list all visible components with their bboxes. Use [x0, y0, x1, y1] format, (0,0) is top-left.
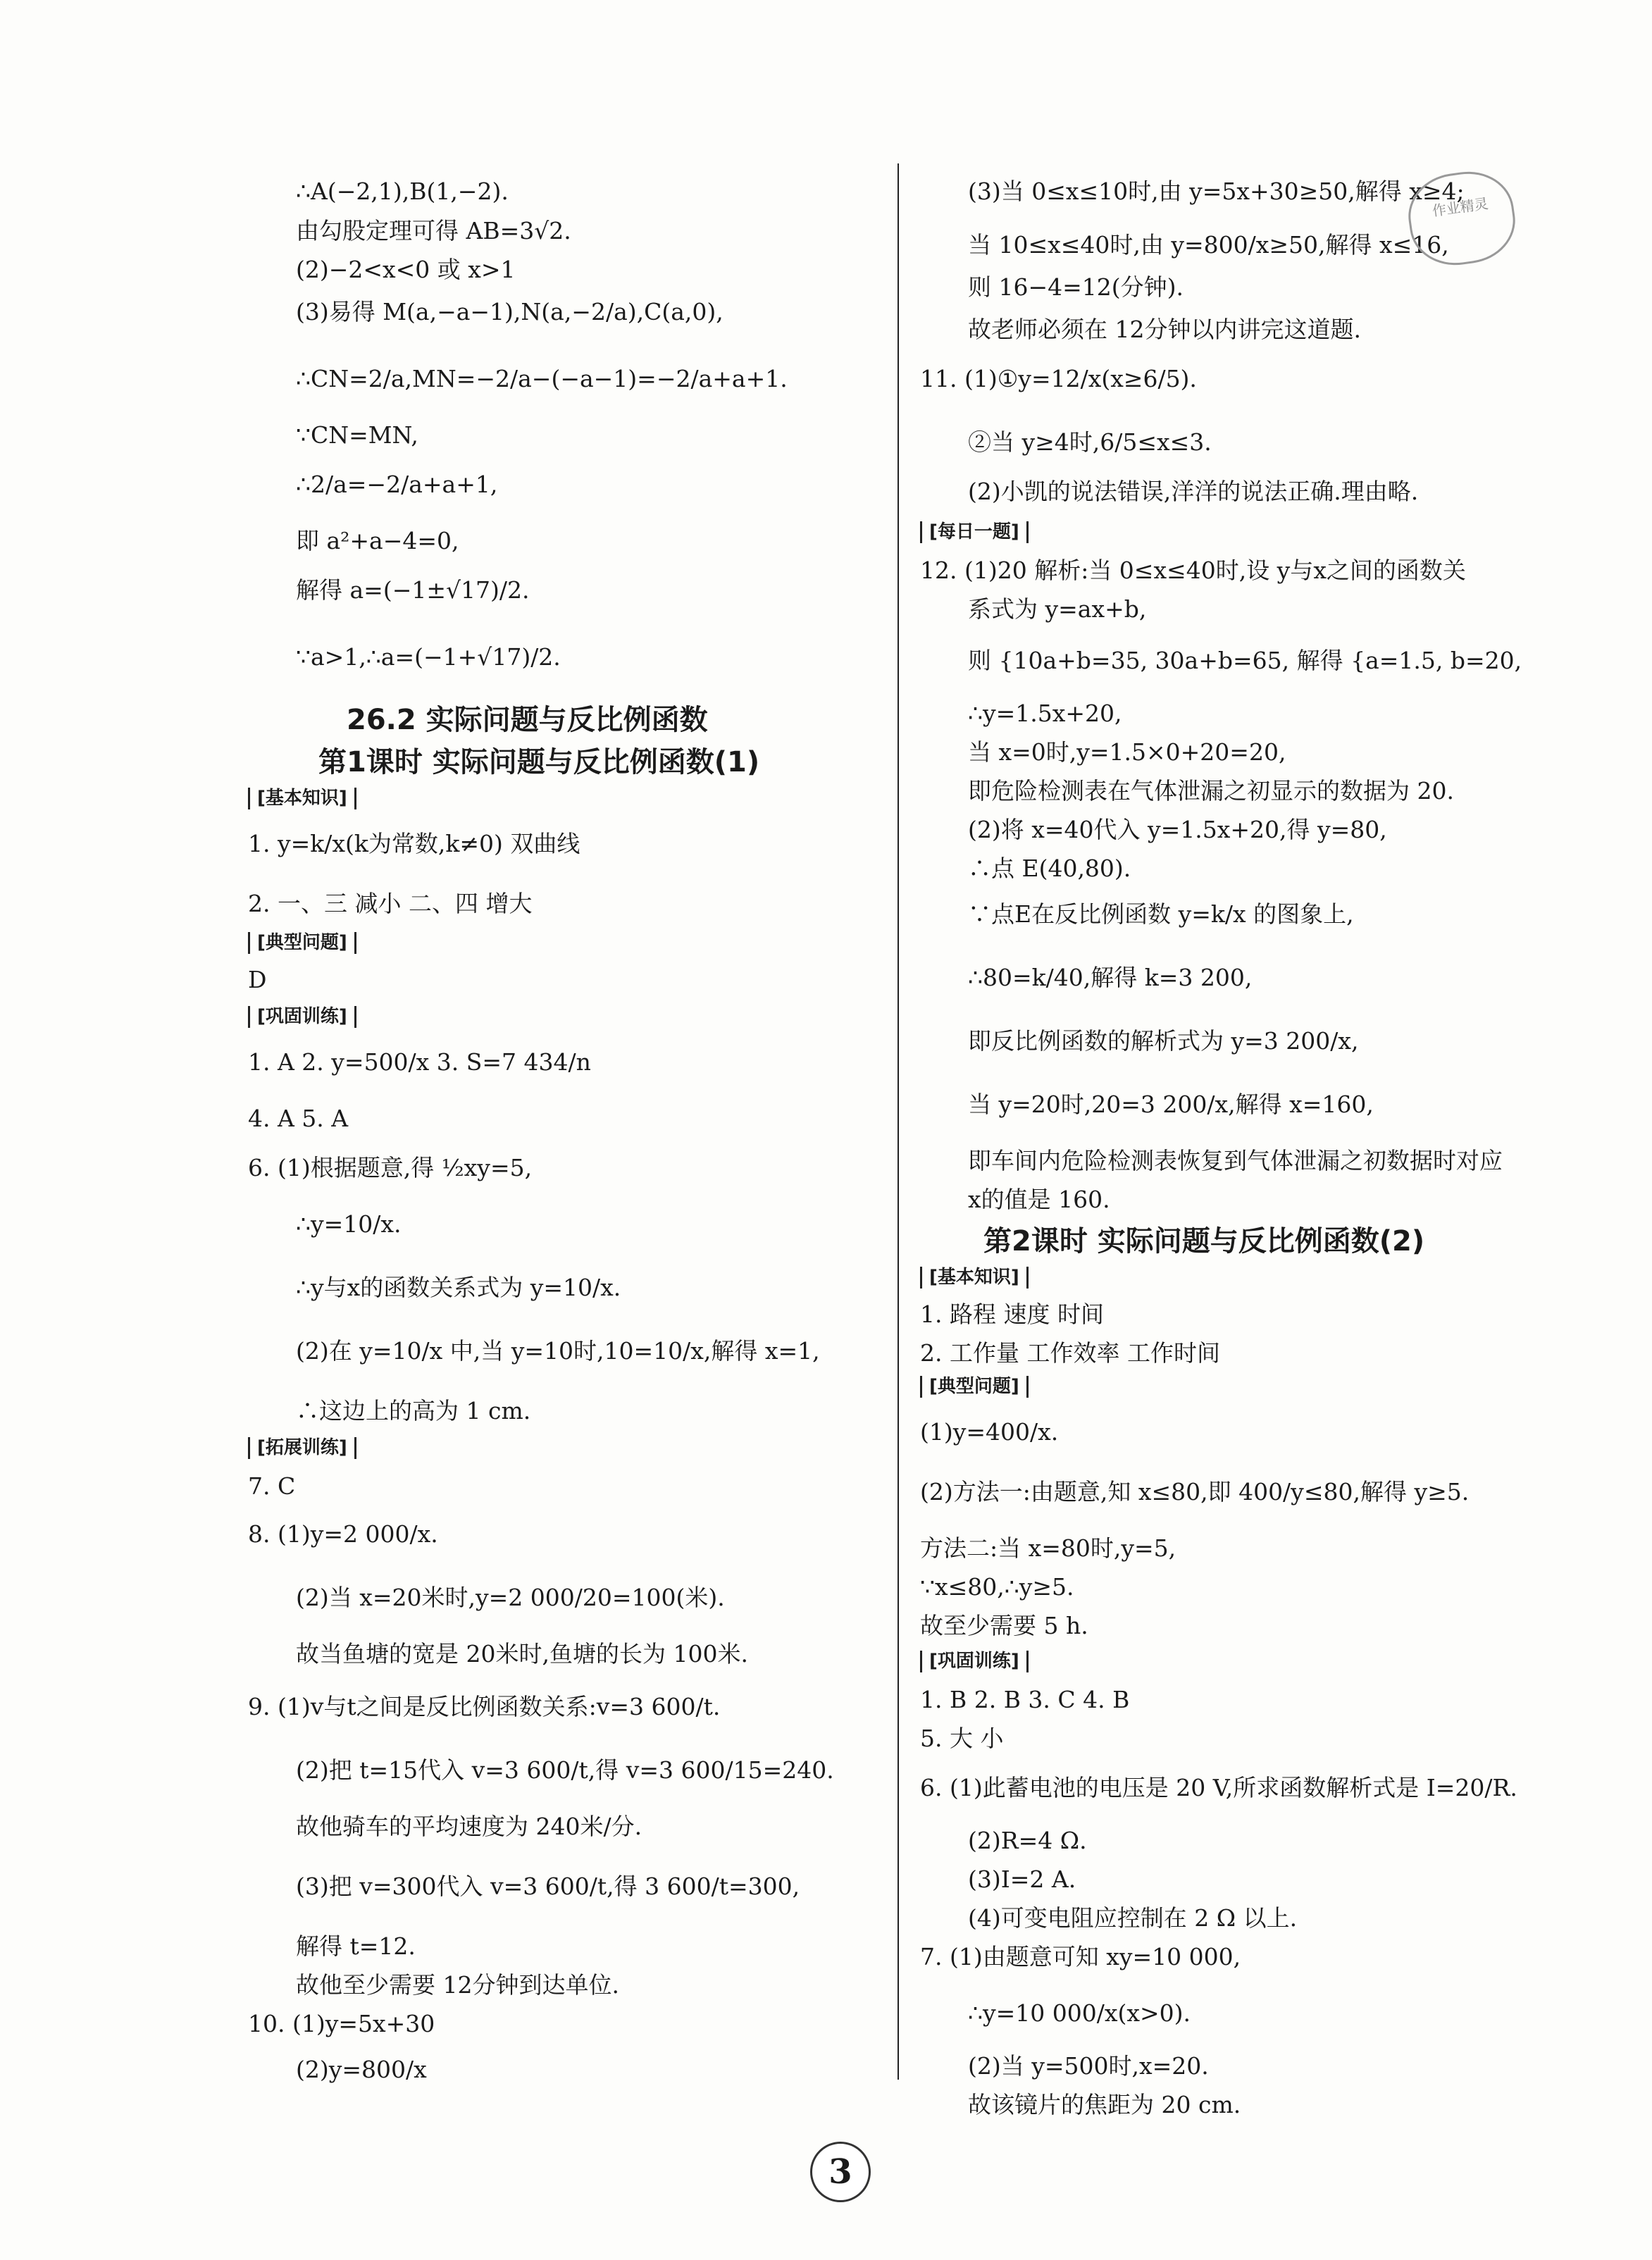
section-label: [巩固训练]	[248, 1006, 356, 1028]
text-line: 8. (1)y=2 000/x.	[248, 1520, 438, 1548]
text-line: 当 10≤x≤40时,由 y=800/x≥50,解得 x≤16,	[968, 231, 1449, 259]
text-line: (2)将 x=40代入 y=1.5x+20,得 y=80,	[968, 816, 1387, 843]
text-line: 解得 t=12.	[296, 1932, 416, 1960]
text-line: ∵CN=MN,	[296, 421, 418, 449]
text-line: (3)I=2 A.	[968, 1865, 1076, 1893]
section-label: [拓展训练]	[248, 1437, 356, 1459]
text-line: ∴y=1.5x+20,	[968, 700, 1122, 727]
text-line: 故当鱼塘的宽是 20米时,鱼塘的长为 100米.	[296, 1640, 748, 1668]
text-line: ∴A(−2,1),B(1,−2).	[296, 178, 509, 205]
text-line: (2)方法一:由题意,知 x≤80,即 400/y≤80,解得 y≥5.	[920, 1478, 1470, 1505]
text-line: 12. (1)20 解析:当 0≤x≤40时,设 y与x之间的函数关	[920, 557, 1466, 584]
text-line: 9. (1)v与t之间是反比例函数关系:v=3 600/t.	[248, 1693, 721, 1720]
text-line: 1. 路程 速度 时间	[920, 1300, 1104, 1328]
section-heading: 第1课时 实际问题与反比例函数(1)	[318, 746, 760, 778]
text-line: (4)可变电阻应控制在 2 Ω 以上.	[968, 1904, 1298, 1932]
text-line: 5. 大 小	[920, 1725, 1004, 1752]
text-line: 1. B 2. B 3. C 4. B	[920, 1686, 1130, 1713]
text-line: 故他骑车的平均速度为 240米/分.	[296, 1813, 642, 1840]
column-divider	[898, 163, 899, 2080]
text-line: 故他至少需要 12分钟到达单位.	[296, 1971, 619, 1999]
text-line: 即反比例函数的解析式为 y=3 200/x,	[968, 1027, 1359, 1055]
text-line: 当 x=0时,y=1.5×0+20=20,	[968, 738, 1286, 766]
text-line: ②当 y≥4时,6/5≤x≤3.	[968, 428, 1212, 456]
text-line: (3)当 0≤x≤10时,由 y=5x+30≥50,解得 x≥4;	[968, 178, 1465, 205]
text-line: 由勾股定理可得 AB=3√2.	[296, 217, 571, 244]
section-label: [典型问题]	[248, 932, 356, 954]
section-label: [每日一题]	[920, 521, 1029, 543]
text-line: 10. (1)y=5x+30	[248, 2010, 435, 2037]
section-label: [巩固训练]	[920, 1651, 1029, 1672]
section-label: [基本知识]	[248, 788, 356, 809]
text-line: (2)R=4 Ω.	[968, 1827, 1087, 1854]
text-line: ∴这边上的高为 1 cm.	[296, 1397, 531, 1424]
text-line: 1. y=k/x(k为常数,k≠0) 双曲线	[248, 830, 580, 857]
text-line: 故至少需要 5 h.	[920, 1612, 1088, 1639]
text-line: ∵点E在反比例函数 y=k/x 的图象上,	[968, 900, 1354, 928]
text-line: ∴点 E(40,80).	[968, 855, 1131, 882]
text-line: 则 16−4=12(分钟).	[968, 273, 1184, 301]
text-line: (2)在 y=10/x 中,当 y=10时,10=10/x,解得 x=1,	[296, 1337, 820, 1365]
text-line: (2)−2<x<0 或 x>1	[296, 256, 516, 283]
text-line: 6. (1)此蓄电池的电压是 20 V,所求函数解析式是 I=20/R.	[920, 1774, 1517, 1801]
text-line: 即 a²+a−4=0,	[296, 527, 459, 554]
text-line: (2)当 x=20米时,y=2 000/20=100(米).	[296, 1584, 725, 1611]
text-line: (2)当 y=500时,x=20.	[968, 2052, 1209, 2080]
text-line: (1)y=400/x.	[920, 1418, 1059, 1446]
text-line: 6. (1)根据题意,得 ½xy=5,	[248, 1154, 533, 1181]
text-line: D	[248, 966, 267, 993]
section-label: [典型问题]	[920, 1376, 1029, 1398]
text-line: 系式为 y=ax+b,	[968, 595, 1147, 623]
text-line: 解得 a=(−1±√17)/2.	[296, 576, 530, 604]
text-line: 则 {10a+b=35, 30a+b=65, 解得 {a=1.5, b=20,	[968, 647, 1522, 674]
section-label: [基本知识]	[920, 1267, 1029, 1289]
text-line: 2. 一、三 减小 二、四 增大	[248, 890, 533, 917]
text-line: 7. C	[248, 1472, 296, 1500]
text-line: 即危险检测表在气体泄漏之初显示的数据为 20.	[968, 777, 1454, 805]
text-line: (3)易得 M(a,−a−1),N(a,−2/a),C(a,0),	[296, 298, 723, 325]
page-number: 3	[810, 2142, 871, 2202]
text-line: 2. 工作量 工作效率 工作时间	[920, 1339, 1220, 1367]
section-heading: 26.2 实际问题与反比例函数	[347, 704, 708, 736]
text-line: (2)把 t=15代入 v=3 600/t,得 v=3 600/15=240.	[296, 1756, 834, 1784]
text-line: 当 y=20时,20=3 200/x,解得 x=160,	[968, 1091, 1374, 1118]
text-line: 故老师必须在 12分钟以内讲完这道题.	[968, 316, 1361, 343]
text-line: 4. A 5. A	[248, 1105, 349, 1132]
section-heading: 第2课时 实际问题与反比例函数(2)	[983, 1225, 1425, 1258]
text-line: ∵x≤80,∴y≥5.	[920, 1573, 1074, 1601]
text-line: 1. A 2. y=500/x 3. S=7 434/n	[248, 1048, 591, 1076]
text-line: 7. (1)由题意可知 xy=10 000,	[920, 1943, 1241, 1970]
text-line: ∵a>1,∴a=(−1+√17)/2.	[296, 643, 561, 671]
text-line: 故该镜片的焦距为 20 cm.	[968, 2091, 1241, 2118]
text-line: (2)小凯的说法错误,洋洋的说法正确.理由略.	[968, 478, 1419, 505]
text-line: 方法二:当 x=80时,y=5,	[920, 1534, 1176, 1562]
text-line: ∴y=10 000/x(x>0).	[968, 1999, 1191, 2027]
text-line: (2)y=800/x	[296, 2056, 427, 2083]
text-line: ∴y=10/x.	[296, 1210, 402, 1238]
text-line: ∴2/a=−2/a+a+1,	[296, 471, 498, 498]
text-line: (3)把 v=300代入 v=3 600/t,得 3 600/t=300,	[296, 1873, 800, 1900]
text-line: ∴80=k/40,解得 k=3 200,	[968, 964, 1253, 991]
text-line: 11. (1)①y=12/x(x≥6/5).	[920, 365, 1197, 392]
text-line: 即车间内危险检测表恢复到气体泄漏之初数据时对应	[968, 1147, 1503, 1174]
text-line: ∴y与x的函数关系式为 y=10/x.	[296, 1274, 621, 1301]
text-line: x的值是 160.	[968, 1186, 1110, 1213]
stamp-text: 作业精灵	[1431, 194, 1490, 220]
text-line: ∴CN=2/a,MN=−2/a−(−a−1)=−2/a+a+1.	[296, 365, 788, 392]
